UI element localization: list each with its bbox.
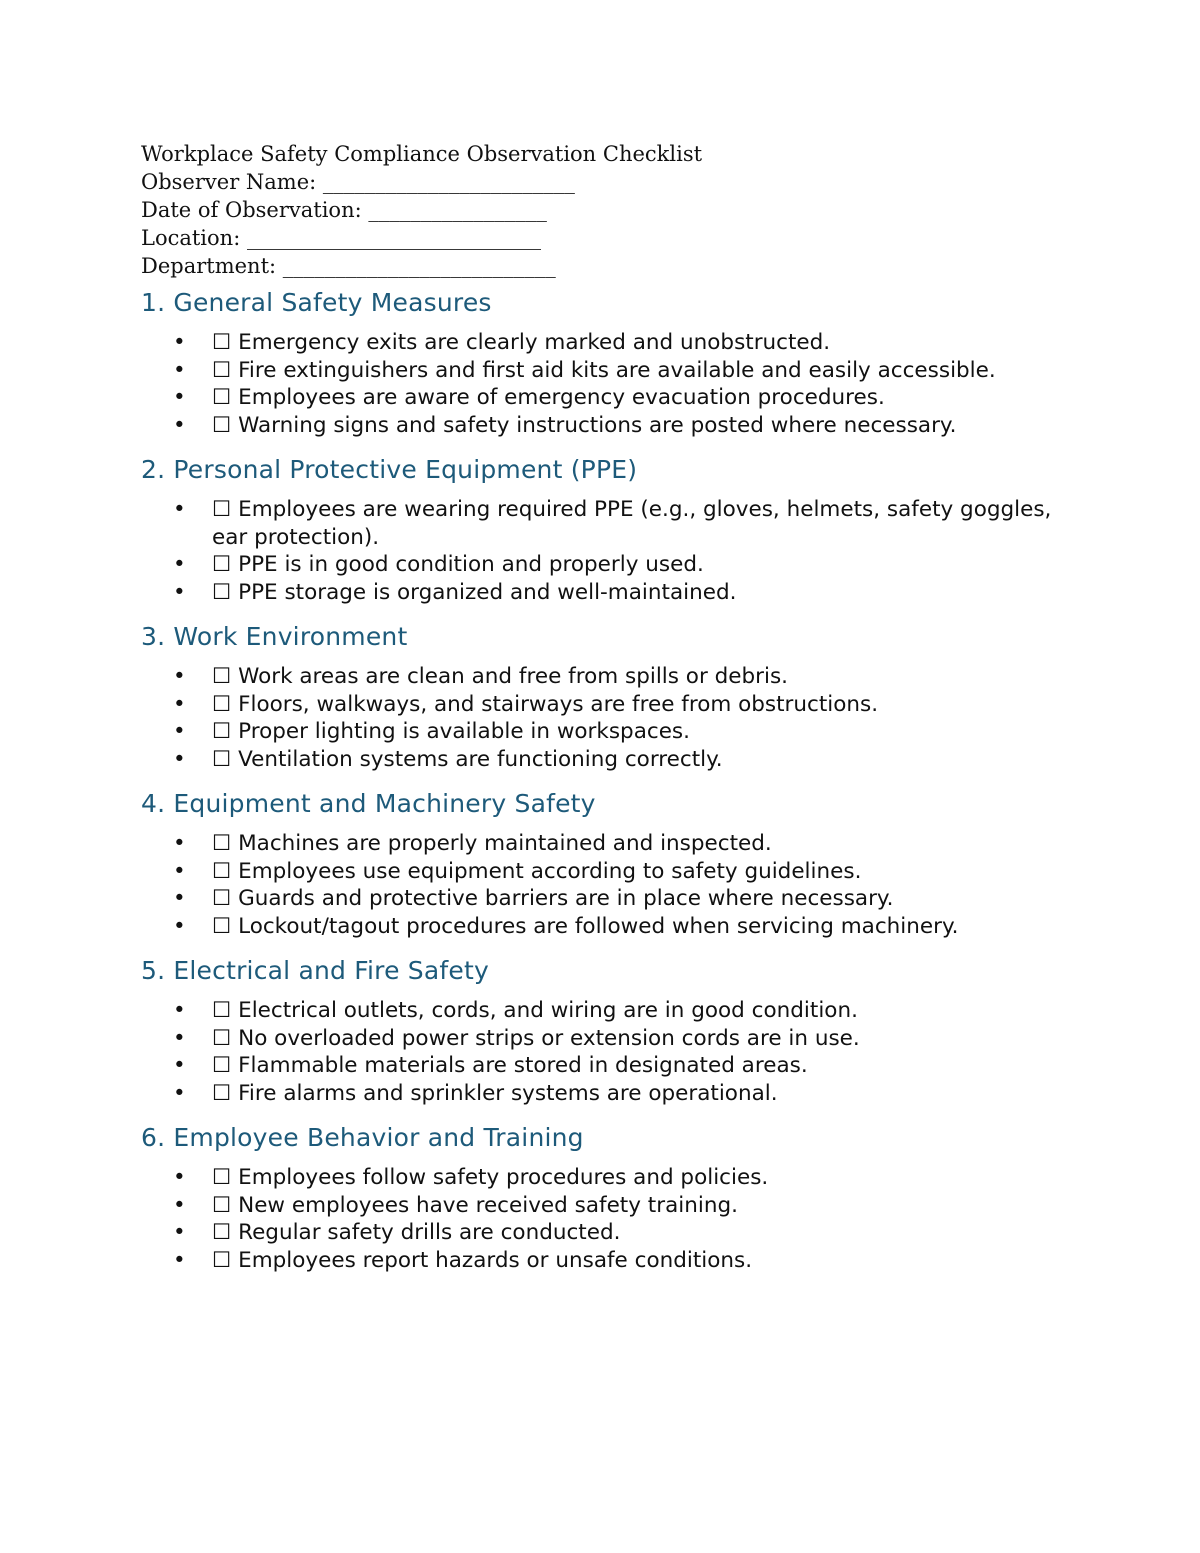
bullet-icon: • (173, 1220, 186, 1245)
bullet-icon: • (173, 552, 186, 577)
section-heading: 6. Employee Behavior and Training (141, 1123, 584, 1152)
checklist-item (141, 830, 1061, 858)
checklist-sections (141, 286, 1061, 1274)
section-heading: 1. General Safety Measures (141, 288, 492, 317)
checklist-item-text[interactable]: ☐ Employees are wearing required PPE (e.g., gloves, helmets, safety goggles, ear protection). (212, 497, 1052, 550)
checklist-item (141, 551, 1061, 579)
bullet-icon: • (173, 858, 186, 884)
bullet-icon: • (173, 1025, 186, 1051)
checklist-item (141, 384, 1061, 412)
checklist-item (141, 412, 1061, 440)
checklist-item-text[interactable]: ☐ Lockout/tagout procedures are followed when servicing machinery. (212, 913, 959, 939)
checklist-item-text[interactable]: ☐ Fire extinguishers and first aid kits are available and easily accessible. (212, 357, 996, 383)
bullet-icon: • (173, 385, 186, 410)
bullet-icon: • (173, 831, 186, 856)
bullet-icon: • (173, 497, 186, 522)
checklist-list (141, 1164, 1061, 1274)
department-field: Department: __________________________ (141, 254, 556, 278)
bullet-icon: • (173, 357, 186, 383)
checklist-item (141, 858, 1061, 886)
checklist-item (141, 1080, 1061, 1108)
checklist-item-text[interactable]: ☐ PPE storage is organized and well-maintained. (212, 579, 737, 605)
checklist-item (141, 885, 1061, 913)
checklist-list (141, 329, 1061, 439)
checklist-item (141, 329, 1061, 357)
checklist-item (141, 1164, 1061, 1192)
bullet-icon: • (173, 664, 186, 689)
section-heading: 3. Work Environment (141, 622, 408, 651)
bullet-icon: • (173, 691, 186, 717)
checklist-item (141, 718, 1061, 746)
checklist-item-text[interactable]: ☐ Flammable materials are stored in designated areas. (212, 1053, 808, 1078)
checklist-item-text[interactable]: ☐ New employees have received safety training. (212, 1192, 738, 1218)
section-heading: 2. Personal Protective Equipment (PPE) (141, 455, 638, 484)
section-heading: 5. Electrical and Fire Safety (141, 956, 489, 985)
bullet-icon: • (173, 579, 186, 605)
checklist-item (141, 913, 1061, 941)
observation-fields (141, 168, 1061, 280)
checklist-item-text[interactable]: ☐ Electrical outlets, cords, and wiring are in good condition. (212, 998, 858, 1023)
checklist-item-text[interactable]: ☐ Employees are aware of emergency evacuation procedures. (212, 385, 885, 410)
bullet-icon: • (173, 412, 186, 438)
checklist-item-text[interactable]: ☐ Fire alarms and sprinkler systems are operational. (212, 1080, 778, 1106)
bullet-icon: • (173, 1192, 186, 1218)
checklist-item (141, 1025, 1061, 1053)
bullet-icon: • (173, 1247, 186, 1273)
bullet-icon: • (173, 746, 186, 772)
checklist-item (141, 1247, 1061, 1275)
checklist-item-text[interactable]: ☐ Machines are properly maintained and inspected. (212, 831, 772, 856)
checklist-item-text[interactable]: ☐ Emergency exits are clearly marked and unobstructed. (212, 330, 831, 355)
date-of-observation-field: Date of Observation: _________________ (141, 198, 547, 222)
bullet-icon: • (173, 998, 186, 1023)
checklist-item-text[interactable]: ☐ Employees report hazards or unsafe conditions. (212, 1247, 753, 1273)
checklist-item-text[interactable]: ☐ PPE is in good condition and properly used. (212, 552, 704, 577)
checklist-item (141, 496, 1061, 551)
section-heading: 4. Equipment and Machinery Safety (141, 789, 596, 818)
checklist-list (141, 830, 1061, 940)
checklist-item-text[interactable]: ☐ Guards and protective barriers are in place where necessary. (212, 886, 894, 911)
checklist-item-text[interactable]: ☐ Employees follow safety procedures and policies. (212, 1165, 769, 1190)
bullet-icon: • (173, 1053, 186, 1078)
checklist-list (141, 663, 1061, 773)
checklist-list (141, 997, 1061, 1107)
checklist-item (141, 663, 1061, 691)
location-field: Location: ____________________________ (141, 226, 541, 250)
checklist-item-text[interactable]: ☐ Ventilation systems are functioning correctly. (212, 746, 723, 772)
checklist-item (141, 1192, 1061, 1220)
checklist-item (141, 746, 1061, 774)
bullet-icon: • (173, 330, 186, 355)
checklist-item-text[interactable]: ☐ Work areas are clean and free from spills or debris. (212, 664, 789, 689)
checklist-item (141, 357, 1061, 385)
checklist-item-text[interactable]: ☐ No overloaded power strips or extension cords are in use. (212, 1025, 860, 1051)
document-title: Workplace Safety Compliance Observation Checklist (141, 142, 703, 166)
checklist-item-text[interactable]: ☐ Proper lighting is available in workspaces. (212, 719, 690, 744)
checklist-item-text[interactable]: ☐ Regular safety drills are conducted. (212, 1220, 621, 1245)
checklist-item (141, 1219, 1061, 1247)
document-page (141, 140, 1061, 1284)
checklist-item (141, 1052, 1061, 1080)
bullet-icon: • (173, 886, 186, 911)
checklist-item-text[interactable]: ☐ Floors, walkways, and stairways are free from obstructions. (212, 691, 879, 717)
checklist-item-text[interactable]: ☐ Employees use equipment according to safety guidelines. (212, 858, 862, 884)
checklist-item (141, 997, 1061, 1025)
bullet-icon: • (173, 913, 186, 939)
bullet-icon: • (173, 1080, 186, 1106)
bullet-icon: • (173, 719, 186, 744)
checklist-item-text[interactable]: ☐ Warning signs and safety instructions are posted where necessary. (212, 412, 957, 438)
checklist-item (141, 579, 1061, 607)
observer-name-field: Observer Name: ________________________ (141, 170, 575, 194)
checklist-item (141, 691, 1061, 719)
bullet-icon: • (173, 1165, 186, 1190)
checklist-list (141, 496, 1061, 606)
